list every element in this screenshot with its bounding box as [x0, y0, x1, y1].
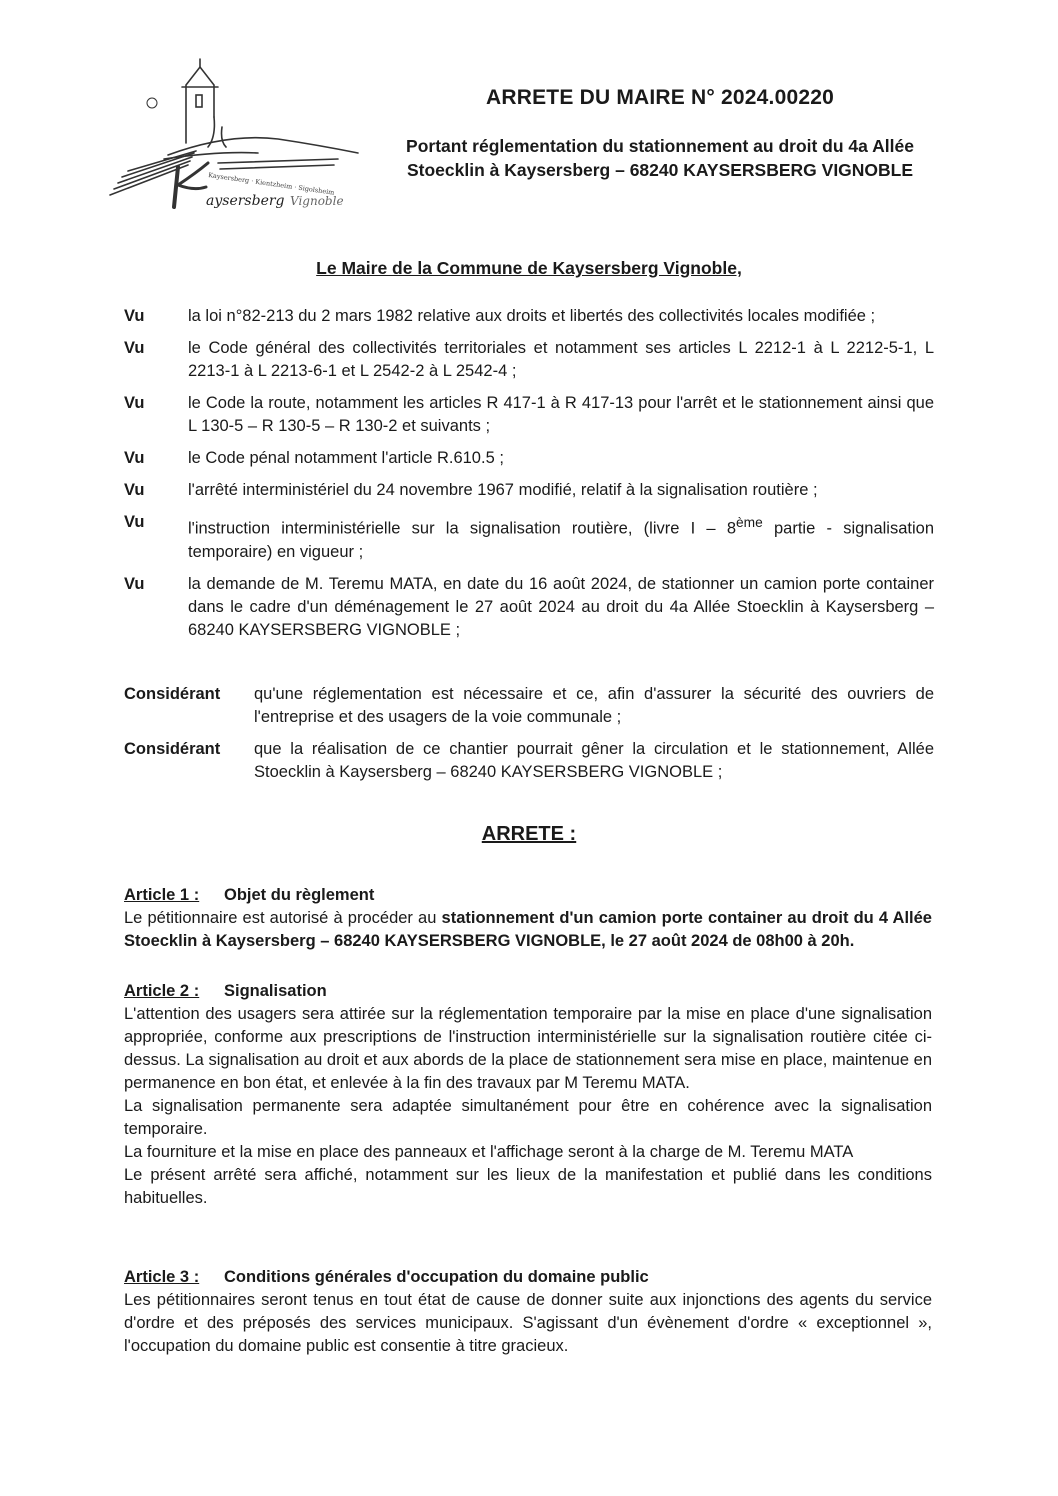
article-number: Article 3 :: [124, 1268, 200, 1286]
vu-item: [124, 573, 934, 642]
vu-text-part: partie - signalisation temporaire) en vigueur ;: [188, 519, 935, 561]
document-header: [370, 86, 950, 182]
vu-item: [124, 447, 934, 470]
article-text-bold: stationnement d'un camion porte container au droit du 4 Allée Stoecklin à Kaysersberg – 68240 KAYSERSBERG VIGNOBLE, le 27 août 2024 de 08h00 à 20h.: [124, 909, 932, 950]
svg-text:aysersberg: aysersberg: [206, 193, 285, 209]
article-title: Objet du règlement: [224, 886, 375, 904]
vu-list: [124, 305, 934, 651]
vu-label: Vu: [124, 449, 145, 467]
subtitle-line-1: Portant réglementation du stationnement au droit du 4a Allée: [406, 136, 914, 156]
vu-text: la demande de M. Teremu MATA, en date du 16 août 2024, de stationner un camion porte container dans le cadre d'un déménagement le 27 août 2024 au droit du 4a Allée Stoecklin à Kaysersberg – 68240 KAYSERSBERG VIGNOBLE ;: [188, 574, 934, 639]
vu-item: [124, 392, 934, 438]
article-heading: [124, 1266, 932, 1289]
article-heading: [124, 884, 932, 907]
article-paragraph: [124, 907, 932, 953]
maire-heading: Le Maire de la Commune de Kaysersberg Vignoble,: [316, 258, 742, 278]
vu-item: [124, 479, 934, 502]
considerant-item: [124, 738, 934, 784]
vu-label: Vu: [124, 513, 145, 531]
article-text: Le pétitionnaire est autorisé à procéder au: [124, 909, 442, 927]
considerant-text: que la réalisation de ce chantier pourrait gêner la circulation et le stationnement, Allée Stoecklin à Kaysersberg – 68240 KAYSERSBERG VIGNOBLE ;: [254, 740, 934, 781]
subtitle-line-2: Stoecklin à Kaysersberg – 68240 KAYSERSBERG VIGNOBLE: [406, 160, 914, 180]
article-paragraph: La signalisation permanente sera adaptée simultanément pour être en cohérence avec la signalisation temporaire.: [124, 1097, 932, 1138]
vu-text-part: l'instruction interministérielle sur la signalisation routière, (livre I – 8: [188, 519, 737, 538]
vu-text: la loi n°82-213 du 2 mars 1982 relative aux droits et libertés des collectivités locales modifiée ;: [188, 307, 876, 325]
vu-text-superscript: ème: [736, 515, 763, 530]
vu-label: Vu: [124, 574, 145, 593]
considerant-text: qu'une réglementation est nécessaire et ce, afin d'assurer la sécurité des ouvriers de l'entreprise et des usagers de la voie communale ;: [254, 685, 934, 726]
vu-text: [188, 511, 934, 564]
document-title: ARRETE DU MAIRE N° 2024.00220: [486, 86, 834, 109]
document-subtitle: [370, 134, 950, 182]
article-paragraph: Les pétitionnaires seront tenus en tout état de cause de donner suite aux injonctions des agents du service d'ordre et des préposés des services municipaux. S'agissant d'un évènement d'ordre « exceptionnel », l'occupation du domaine public est consentie à titre gracieux.: [124, 1291, 932, 1355]
vu-item: [124, 337, 934, 383]
vu-label: Vu: [124, 394, 145, 412]
considerant-label: Considérant: [124, 740, 221, 758]
article-number: Article 1 :: [124, 886, 200, 904]
vu-text: le Code la route, notamment les articles R 417-1 à R 417-13 pour l'arrêt et le stationnement ainsi que L 130-5 – R 130-5 – R 130-2 et suivants ;: [188, 394, 934, 435]
vu-item: [124, 511, 934, 564]
considerant-list: [124, 683, 934, 793]
article-paragraph: La fourniture et la mise en place des panneaux et l'affichage seront à la charge de M. Teremu MATA: [124, 1143, 854, 1161]
kaysersberg-vignoble-logo: [108, 55, 370, 225]
article-number: Article 2 :: [124, 982, 200, 1000]
article-2: [124, 980, 932, 1210]
vu-text: le Code général des collectivités territoriales et notamment ses articles L 2212-1 à L 2212-5-1, L 2213-1 à L 2213-6-1 et L 2542-2 à L 2542-4 ;: [188, 339, 934, 380]
svg-text:Vignoble: Vignoble: [290, 194, 344, 208]
article-title: Conditions générales d'occupation du domaine public: [224, 1268, 649, 1286]
vu-label: Vu: [124, 307, 145, 325]
article-title: Signalisation: [224, 982, 327, 1000]
article-paragraph: Le présent arrêté sera affiché, notamment sur les lieux de la manifestation et publié dans les conditions habituelles.: [124, 1166, 932, 1207]
vu-text: le Code pénal notamment l'article R.610.5 ;: [188, 449, 504, 467]
vu-item: [124, 305, 934, 328]
vu-label: Vu: [124, 339, 145, 357]
article-3: [124, 1266, 932, 1358]
article-paragraph: L'attention des usagers sera attirée sur la réglementation temporaire par la mise en place d'une signalisation appropriée, conforme aux prescriptions de l'instruction interministérielle sur la signalisation routière citée ci-dessus. La signalisation au droit et aux abords de la place de stationnement sera mise en place, maintenue en permanence en bon état, et enlevée à la fin des travaux par M Teremu MATA.: [124, 1005, 932, 1092]
article-1: [124, 884, 932, 953]
considerant-label: Considérant: [124, 685, 221, 703]
article-heading: [124, 980, 932, 1003]
vu-label: Vu: [124, 481, 145, 499]
vu-text: l'arrêté interministériel du 24 novembre 1967 modifié, relatif à la signalisation routière ;: [188, 481, 818, 499]
considerant-item: [124, 683, 934, 729]
arrete-heading: ARRETE :: [481, 823, 577, 845]
svg-text:Kaysersberg · Kientzheim · Sig: Kaysersberg · Kientzheim · Sigolsheim: [207, 171, 335, 197]
